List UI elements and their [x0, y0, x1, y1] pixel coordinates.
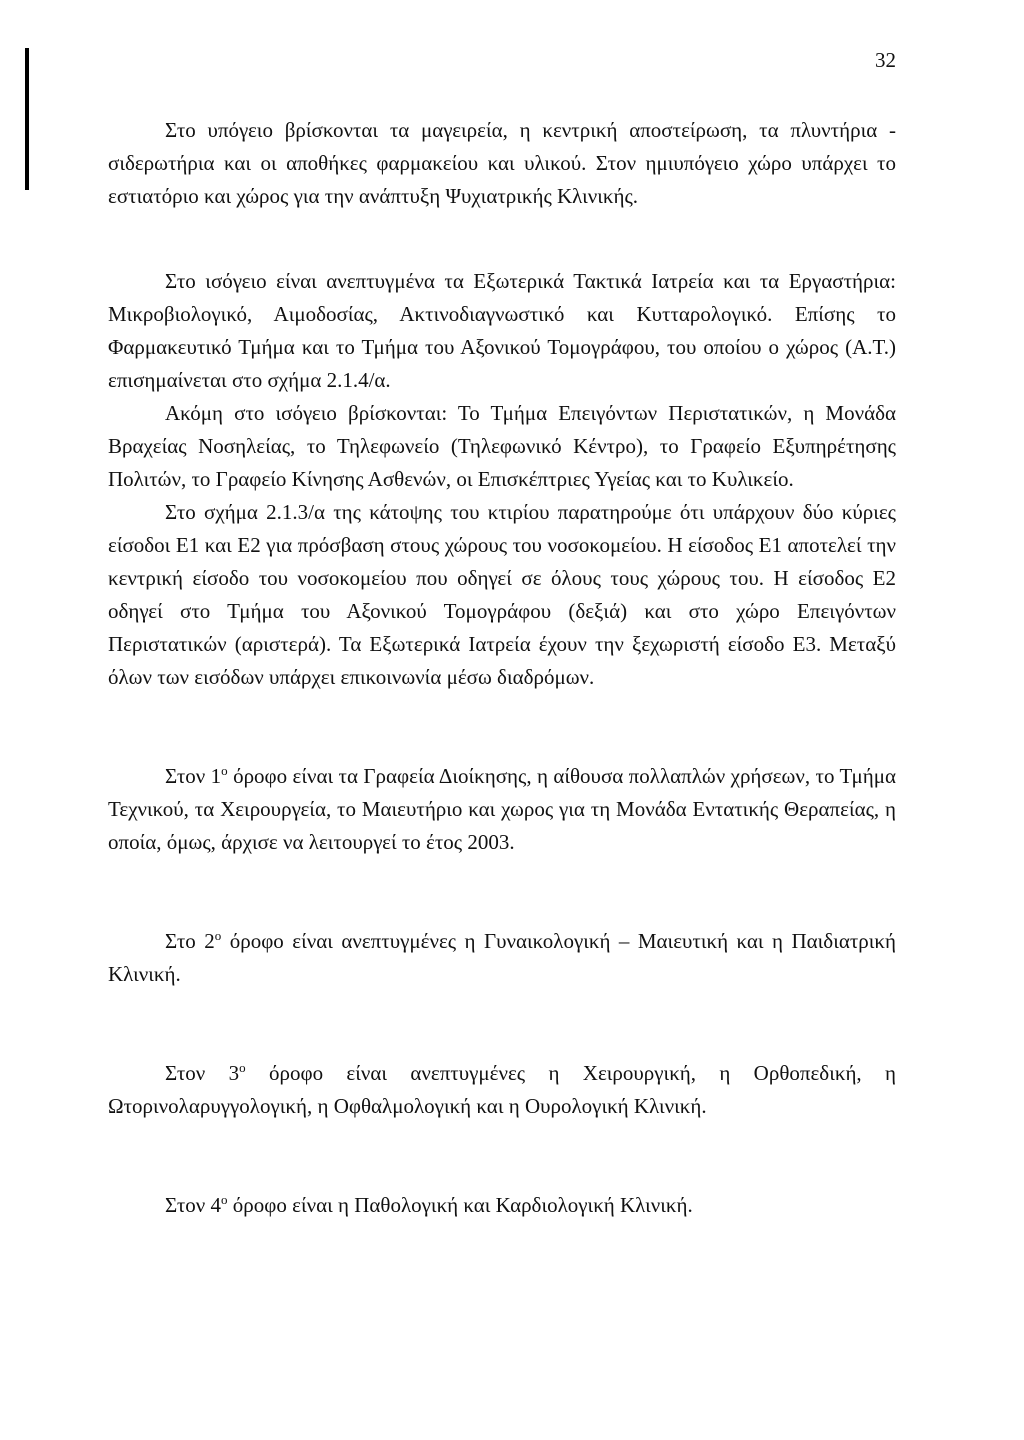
- paragraph-third-floor: [108, 1057, 896, 1123]
- first-floor-ordinal: ο: [221, 763, 228, 778]
- fourth-floor-text: όροφο είναι η Παθολογική και Καρδιολογική Κλινική.: [227, 1193, 693, 1217]
- paragraph-fourth-floor: [108, 1189, 896, 1222]
- document-body: [108, 114, 896, 1222]
- scan-edge-mark: [25, 48, 29, 190]
- paragraph-ground-floor-more: Ακόμη στο ισόγειο βρίσκονται: Το Τμήμα Επειγόντων Περιστατικών, η Μονάδα Βραχείας Νοσηλείας, το Τηλεφωνείο (Τηλεφωνικό Κέντρο), το Γραφείο Εξυπηρέτησης Πολιτών, το Γραφείο Κίνησης Ασθενών, οι Επισκέπτριες Υγείας και το Κυλικείο.: [108, 401, 896, 491]
- paragraph-first-floor: [108, 760, 896, 859]
- paragraph-basement: Στο υπόγειο βρίσκονται τα μαγειρεία, η κεντρική αποστείρωση, τα πλυντήρια - σιδερωτήρια και οι αποθήκες φαρμακείου και υλικού. Στον ημιυπόγειο χώρο υπάρχει το εστιατόριο και χώρος για την ανάπτυξη Ψυχιατρικής Κλινικής.: [108, 118, 896, 208]
- third-floor-lead: Στον 3: [165, 1061, 240, 1085]
- third-floor-text: όροφο είναι ανεπτυγμένες η Χειρουργική, η Ορθοπεδική, η Ωτορινολαρυγγολογική, η Οφθαλμολογική και η Ουρολογική Κλινική.: [108, 1061, 896, 1118]
- paragraph-second-floor: [108, 925, 896, 991]
- third-floor-ordinal: ο: [239, 1060, 246, 1075]
- fourth-floor-lead: Στον 4: [165, 1193, 222, 1217]
- paragraph-ground-floor: Στο ισόγειο είναι ανεπτυγμένα τα Εξωτερικά Τακτικά Ιατρεία και τα Εργαστήρια: Μικροβιολογικό, Αιμοδοσίας, Ακτινοδιαγνωστικό και Κυτταρολογικό. Επίσης το Φαρμακευτικό Τμήμα και το Τμήμα του Αξονικού Τομογράφου, του οποίου ο χώρος (Α.Τ.) επισημαίνεται στο σχήμα 2.1.4/α.: [108, 269, 896, 392]
- paragraph-entrances: Στο σχήμα 2.1.3/α της κάτοψης του κτιρίου παρατηρούμε ότι υπάρχουν δύο κύριες είσοδοι Ε1 και Ε2 για πρόσβαση στους χώρους του νοσοκομείου. Η είσοδος Ε1 αποτελεί την κεντρική είσοδο του νοσοκομείου που οδηγεί σε όλους τους χώρους του. Η είσοδος Ε2 οδηγεί στο Τμήμα του Αξονικού Τομογράφου (δεξιά) και στο χώρο Επειγόντων Περιστατικών (αριστερά). Τα Εξωτερικά Ιατρεία έχουν την ξεχωριστή είσοδο Ε3. Μεταξύ όλων των εισόδων υπάρχει επικοινωνία μέσω διαδρόμων.: [108, 500, 896, 689]
- second-floor-ordinal: ο: [214, 928, 222, 943]
- first-floor-lead: Στον 1: [165, 764, 222, 788]
- fourth-floor-ordinal: ο: [221, 1192, 228, 1207]
- second-floor-lead: Στο 2: [165, 929, 215, 953]
- second-floor-text: όροφο είναι ανεπτυγμένες η Γυναικολογική – Μαιευτική και η Παιδιατρική Κλινική.: [108, 929, 896, 986]
- page-number: 32: [875, 48, 896, 72]
- first-floor-text: όροφο είναι τα Γραφεία Διοίκησης, η αίθουσα πολλαπλών χρήσεων, το Τμήμα Τεχνικού, τα Χειρουργεία, το Μαιευτήριο και χωρος για τη Μονάδα Εντατικής Θεραπείας, η οποία, όμως, άρχισε να λειτουργεί το έτος 2003.: [108, 764, 896, 854]
